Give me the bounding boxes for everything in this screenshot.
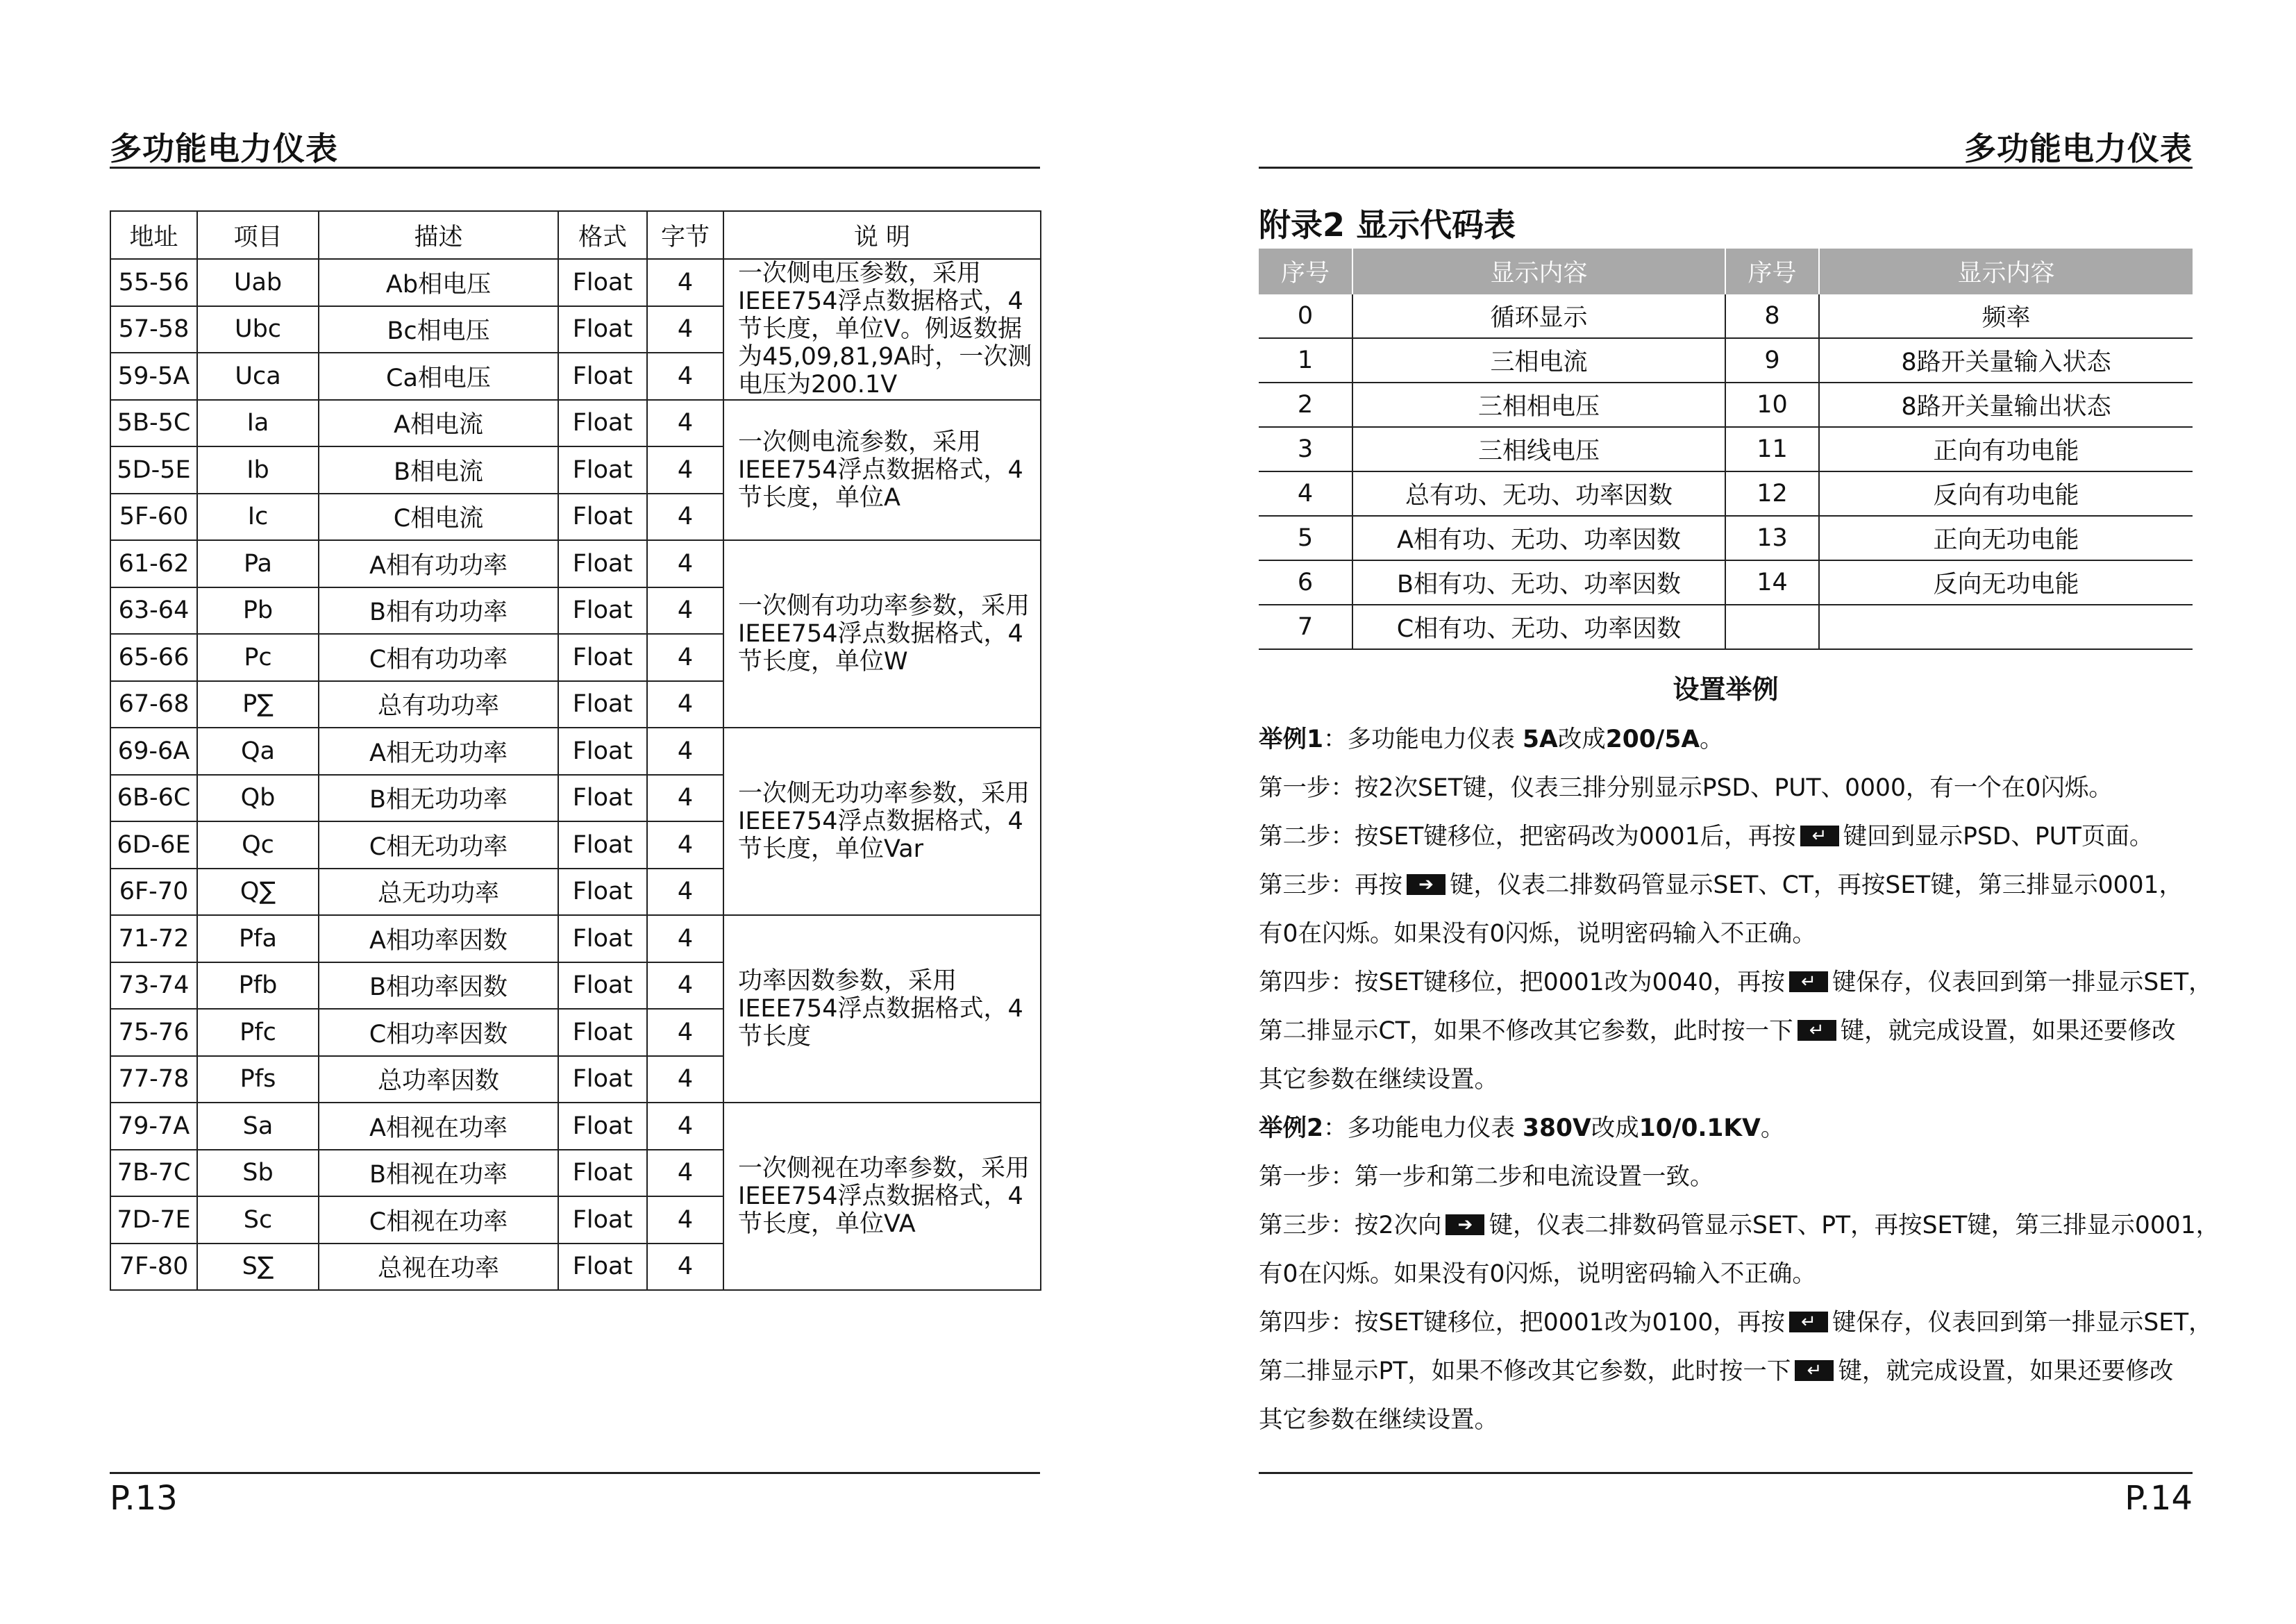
cell-address: 75-76: [110, 1009, 197, 1056]
display-code-table: [1259, 249, 2193, 650]
cell-bytes: 4: [647, 1196, 723, 1244]
cell-format: Float: [558, 962, 647, 1010]
enter-key-icon: ↵: [1800, 826, 1839, 846]
cell-item: Pa: [197, 540, 319, 587]
cell-content: [1819, 605, 2193, 649]
cell-description: 总视在功率: [319, 1244, 558, 1291]
enter-key-icon: ↵: [1795, 1360, 1834, 1381]
col-header-address: 地址: [110, 211, 197, 259]
cell-description: C相有功功率: [319, 634, 558, 681]
cell-bytes: 4: [647, 634, 723, 681]
ex2-step-3: 第三步：按2次向 ➔ 键，仪表二排数码管显示SET、PT，再按SET键，第三排显示0001，: [1259, 1212, 2220, 1239]
cell-item: Uab: [197, 259, 319, 306]
table-row: [110, 728, 1041, 775]
footer-divider: [1259, 1472, 2193, 1474]
cell-format: Float: [558, 728, 647, 775]
cell-address: 5D-5E: [110, 446, 197, 494]
cell-bytes: 4: [647, 587, 723, 635]
cell-index: 0: [1259, 294, 1352, 338]
cell-format: Float: [558, 681, 647, 728]
ex2-step-3-cont: 有0在闪烁。如果没有0闪烁，说明密码输入不正确。: [1259, 1260, 1816, 1288]
cell-index: [1725, 605, 1819, 649]
settings-example-title: 设置举例: [1673, 674, 1779, 705]
cell-content: 反向有功电能: [1819, 471, 2193, 516]
cell-item: Q∑: [197, 869, 319, 916]
col-header-bytes: 字节: [647, 211, 723, 259]
cell-bytes: 4: [647, 1056, 723, 1103]
cell-address: 55-56: [110, 259, 197, 306]
cell-notes: 一次侧视在功率参数，采用IEEE754浮点数据格式，4节长度，单位VA: [723, 1103, 1041, 1290]
cell-format: Float: [558, 494, 647, 541]
cell-bytes: 4: [647, 1103, 723, 1150]
cell-bytes: 4: [647, 775, 723, 822]
cell-description: 总功率因数: [319, 1056, 558, 1103]
cell-item: Qa: [197, 728, 319, 775]
cell-notes: 一次侧有功功率参数，采用IEEE754浮点数据格式，4节长度，单位W: [723, 540, 1041, 728]
cell-address: 6B-6C: [110, 775, 197, 822]
cell-format: Float: [558, 1196, 647, 1244]
cell-description: A相视在功率: [319, 1103, 558, 1150]
cell-description: B相无功功率: [319, 775, 558, 822]
col-header-index: 序号: [1259, 249, 1352, 294]
enter-key-icon: ↵: [1789, 971, 1828, 992]
cell-item: Sc: [197, 1196, 319, 1244]
cell-format: Float: [558, 400, 647, 447]
ex1-step-3-cont: 有0在闪烁。如果没有0闪烁，说明密码输入不正确。: [1259, 920, 1816, 948]
cell-content: 反向无功电能: [1819, 560, 2193, 605]
cell-item: Pb: [197, 587, 319, 635]
cell-content: 三相相电压: [1352, 383, 1725, 427]
cell-item: Uca: [197, 353, 319, 400]
cell-format: Float: [558, 540, 647, 587]
cell-notes: 一次侧无功功率参数，采用IEEE754浮点数据格式，4节长度，单位Var: [723, 728, 1041, 915]
ex2-step-4: 第四步：按SET键移位，把0001改为0100，再按 ↵ 键保存，仪表回到第一排显示SET，: [1259, 1309, 2213, 1337]
cell-address: 6F-70: [110, 869, 197, 916]
cell-index: 11: [1725, 427, 1819, 471]
cell-format: Float: [558, 1103, 647, 1150]
col-header-notes: 说 明: [723, 211, 1041, 259]
cell-index: 6: [1259, 560, 1352, 605]
header-divider: [1259, 167, 2193, 169]
table-row: [1259, 605, 2193, 649]
cell-item: P∑: [197, 681, 319, 728]
cell-content: 8路开关量输入状态: [1819, 338, 2193, 383]
cell-format: Float: [558, 587, 647, 635]
cell-bytes: 4: [647, 540, 723, 587]
cell-item: Ubc: [197, 306, 319, 353]
cell-address: 73-74: [110, 962, 197, 1010]
cell-description: A相功率因数: [319, 915, 558, 962]
cell-format: Float: [558, 869, 647, 916]
ex1-step-4-end: 其它参数在继续设置。: [1259, 1066, 1498, 1094]
cell-item: Sb: [197, 1150, 319, 1197]
cell-content: 正向无功电能: [1819, 516, 2193, 560]
table-row: [110, 540, 1041, 587]
page-number: P.13: [110, 1479, 178, 1518]
cell-address: 7D-7E: [110, 1196, 197, 1244]
cell-bytes: 4: [647, 728, 723, 775]
cell-item: Sa: [197, 1103, 319, 1150]
cell-bytes: 4: [647, 915, 723, 962]
cell-bytes: 4: [647, 446, 723, 494]
cell-description: Ca相电压: [319, 353, 558, 400]
cell-address: 7F-80: [110, 1244, 197, 1291]
page-header-title: 多功能电力仪表: [110, 130, 338, 167]
cell-bytes: 4: [647, 1150, 723, 1197]
cell-bytes: 4: [647, 869, 723, 916]
register-table: [110, 210, 1041, 1291]
table-row: [110, 915, 1041, 962]
cell-address: 77-78: [110, 1056, 197, 1103]
cell-format: Float: [558, 259, 647, 306]
cell-item: Qc: [197, 821, 319, 869]
cell-address: 63-64: [110, 587, 197, 635]
cell-address: 5B-5C: [110, 400, 197, 447]
cell-description: Bc相电压: [319, 306, 558, 353]
cell-content: B相有功、无功、功率因数: [1352, 560, 1725, 605]
ex1-step-4: 第四步：按SET键移位，把0001改为0040，再按 ↵ 键保存，仪表回到第一排显示SET，: [1259, 969, 2213, 996]
ex2-step-1: 第一步：第一步和第二步和电流设置一致。: [1259, 1163, 1714, 1191]
cell-address: 7B-7C: [110, 1150, 197, 1197]
cell-bytes: 4: [647, 1009, 723, 1056]
cell-description: 总无功功率: [319, 869, 558, 916]
page-header-title: 多功能电力仪表: [1964, 130, 2193, 167]
cell-content: 频率: [1819, 294, 2193, 338]
cell-index: 5: [1259, 516, 1352, 560]
cell-index: 3: [1259, 427, 1352, 471]
cell-content: 总有功、无功、功率因数: [1352, 471, 1725, 516]
cell-index: 4: [1259, 471, 1352, 516]
cell-content: 正向有功电能: [1819, 427, 2193, 471]
cell-address: 79-7A: [110, 1103, 197, 1150]
cell-item: Pfa: [197, 915, 319, 962]
cell-item: Pfc: [197, 1009, 319, 1056]
cell-description: B相视在功率: [319, 1150, 558, 1197]
cell-description: 总有功功率: [319, 681, 558, 728]
cell-notes: 功率因数参数，采用IEEE754浮点数据格式，4节长度: [723, 915, 1041, 1103]
table-row: [1259, 471, 2193, 516]
cell-item: Pfs: [197, 1056, 319, 1103]
table-row: [1259, 294, 2193, 338]
cell-format: Float: [558, 634, 647, 681]
table-row: [1259, 383, 2193, 427]
table-row: [1259, 427, 2193, 471]
cell-address: 5F-60: [110, 494, 197, 541]
cell-index: 10: [1725, 383, 1819, 427]
cell-format: Float: [558, 353, 647, 400]
cell-notes: 一次侧电压参数，采用IEEE754浮点数据格式，4节长度，单位V。例返数据为45,09,81,9A时，一次测电压为200.1V: [723, 259, 1041, 400]
cell-index: 13: [1725, 516, 1819, 560]
cell-format: Float: [558, 821, 647, 869]
ex1-step-1: 第一步：按2次SET键，仪表三排分别显示PSD、PUT、0000，有一个在0闪烁。: [1259, 774, 2113, 802]
cell-description: C相视在功率: [319, 1196, 558, 1244]
cell-bytes: 4: [647, 821, 723, 869]
enter-key-icon: ↵: [1798, 1020, 1836, 1041]
table-row: [1259, 338, 2193, 383]
right-arrow-key-icon: ➔: [1407, 874, 1446, 895]
cell-item: Pfb: [197, 962, 319, 1010]
cell-address: 61-62: [110, 540, 197, 587]
cell-bytes: 4: [647, 494, 723, 541]
cell-format: Float: [558, 306, 647, 353]
cell-address: 71-72: [110, 915, 197, 962]
cell-description: C相无功功率: [319, 821, 558, 869]
cell-format: Float: [558, 775, 647, 822]
ex2-step-4-end: 其它参数在继续设置。: [1259, 1406, 1498, 1434]
cell-format: Float: [558, 1056, 647, 1103]
cell-bytes: 4: [647, 962, 723, 1010]
cell-address: 65-66: [110, 634, 197, 681]
cell-description: C相电流: [319, 494, 558, 541]
cell-bytes: 4: [647, 306, 723, 353]
cell-address: 59-5A: [110, 353, 197, 400]
table-row: [1259, 560, 2193, 605]
col-header-index: 序号: [1725, 249, 1819, 294]
cell-index: 1: [1259, 338, 1352, 383]
cell-item: Ib: [197, 446, 319, 494]
cell-format: Float: [558, 915, 647, 962]
cell-bytes: 4: [647, 353, 723, 400]
cell-content: 循环显示: [1352, 294, 1725, 338]
cell-bytes: 4: [647, 259, 723, 306]
cell-description: B相有功功率: [319, 587, 558, 635]
cell-item: Ic: [197, 494, 319, 541]
footer-divider: [110, 1472, 1040, 1474]
settings-steps: [1259, 719, 2220, 1448]
cell-bytes: 4: [647, 1244, 723, 1291]
cell-address: 6D-6E: [110, 821, 197, 869]
ex2-step-4-cont: 第二排显示PT，如果不修改其它参数，此时按一下 ↵ 键，就完成设置，如果还要修改: [1259, 1357, 2174, 1385]
col-header-description: 描述: [319, 211, 558, 259]
cell-description: C相功率因数: [319, 1009, 558, 1056]
example-1-heading: 举例1：多功能电力仪表 5A改成200/5A。: [1259, 726, 1724, 753]
table-header-row: [110, 211, 1041, 259]
cell-item: Qb: [197, 775, 319, 822]
cell-index: 12: [1725, 471, 1819, 516]
table-row: [110, 400, 1041, 447]
cell-bytes: 4: [647, 400, 723, 447]
cell-bytes: 4: [647, 681, 723, 728]
cell-index: 14: [1725, 560, 1819, 605]
cell-index: 7: [1259, 605, 1352, 649]
cell-description: Ab相电压: [319, 259, 558, 306]
cell-description: B相功率因数: [319, 962, 558, 1010]
cell-format: Float: [558, 446, 647, 494]
cell-index: 8: [1725, 294, 1819, 338]
right-arrow-key-icon: ➔: [1446, 1214, 1484, 1235]
cell-address: 57-58: [110, 306, 197, 353]
cell-description: A相有功功率: [319, 540, 558, 587]
table-row: [110, 1103, 1041, 1150]
cell-item: Pc: [197, 634, 319, 681]
cell-content: 8路开关量输出状态: [1819, 383, 2193, 427]
cell-description: A相无功功率: [319, 728, 558, 775]
cell-format: Float: [558, 1150, 647, 1197]
section-title: 附录2 显示代码表: [1259, 206, 1516, 244]
cell-item: Ia: [197, 400, 319, 447]
ex1-step-3: 第三步：再按 ➔ 键，仪表二排数码管显示SET、CT，再按SET键，第三排显示0001，: [1259, 871, 2184, 899]
table-header-row: [1259, 249, 2193, 294]
col-header-content: 显示内容: [1819, 249, 2193, 294]
example-2-heading: 举例2：多功能电力仪表 380V改成10/0.1KV。: [1259, 1114, 1785, 1142]
cell-content: 三相电流: [1352, 338, 1725, 383]
cell-notes: 一次侧电流参数，采用IEEE754浮点数据格式，4节长度，单位A: [723, 400, 1041, 541]
cell-description: A相电流: [319, 400, 558, 447]
table-row: [1259, 516, 2193, 560]
cell-index: 2: [1259, 383, 1352, 427]
cell-description: B相电流: [319, 446, 558, 494]
cell-format: Float: [558, 1009, 647, 1056]
right-page: [1259, 0, 2220, 1624]
header-divider: [110, 167, 1040, 169]
left-page: [110, 0, 1040, 1624]
cell-address: 69-6A: [110, 728, 197, 775]
cell-format: Float: [558, 1244, 647, 1291]
cell-item: S∑: [197, 1244, 319, 1291]
enter-key-icon: ↵: [1789, 1312, 1828, 1332]
page-number: P.14: [2125, 1479, 2193, 1518]
table-row: [110, 259, 1041, 306]
ex1-step-2: 第二步：按SET键移位，把密码改为0001后，再按 ↵ 键回到显示PSD、PUT页面。: [1259, 823, 2154, 851]
col-header-format: 格式: [558, 211, 647, 259]
cell-content: A相有功、无功、功率因数: [1352, 516, 1725, 560]
cell-content: C相有功、无功、功率因数: [1352, 605, 1725, 649]
cell-index: 9: [1725, 338, 1819, 383]
col-header-item: 项目: [197, 211, 319, 259]
cell-address: 67-68: [110, 681, 197, 728]
cell-content: 三相线电压: [1352, 427, 1725, 471]
ex1-step-4-cont: 第二排显示CT，如果不修改其它参数，此时按一下 ↵ 键，就完成设置，如果还要修改: [1259, 1017, 2176, 1045]
col-header-content: 显示内容: [1352, 249, 1725, 294]
